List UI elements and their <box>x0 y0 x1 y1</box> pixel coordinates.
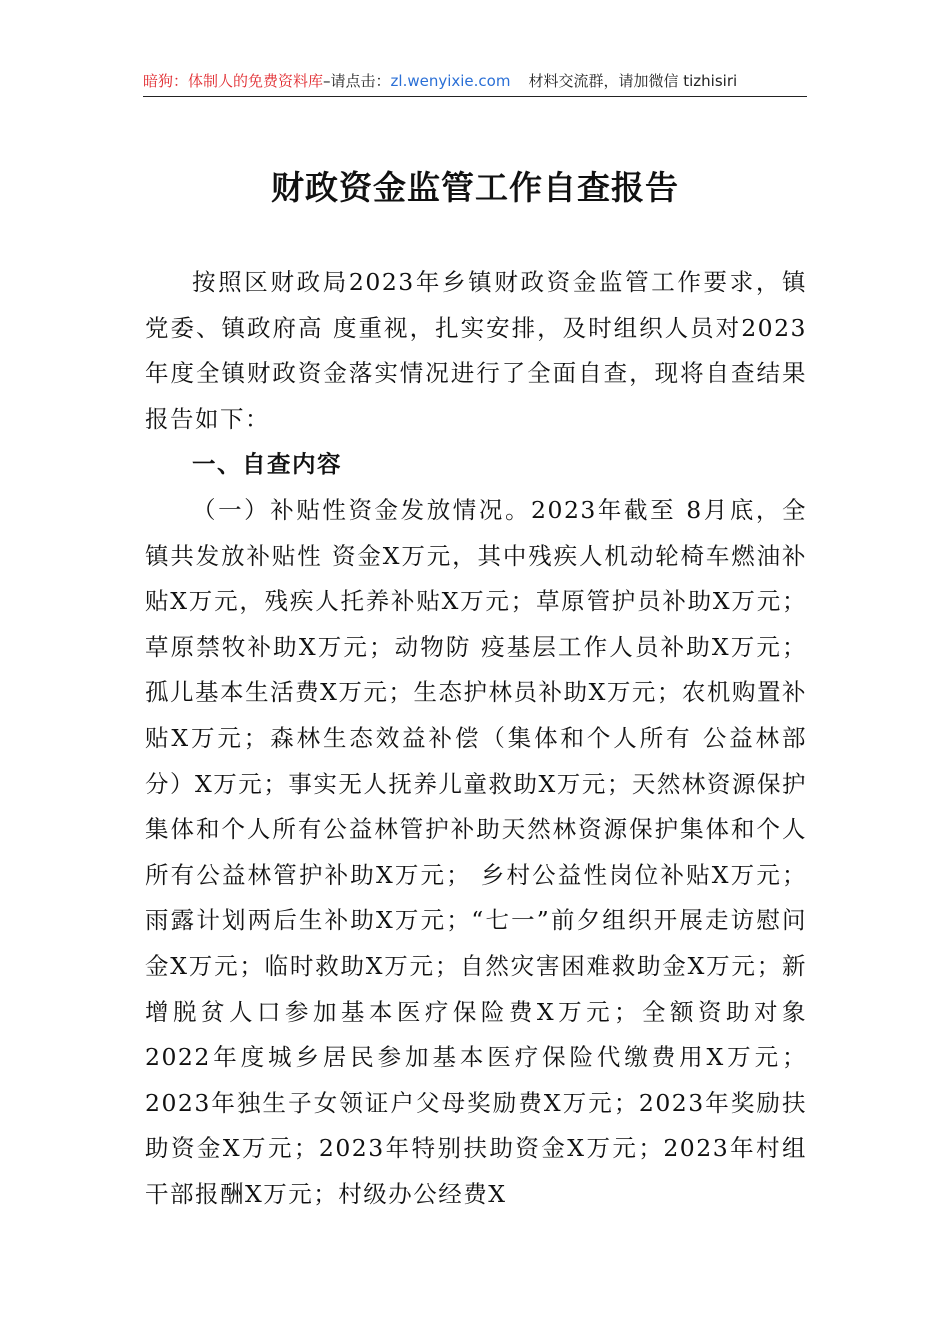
intro-paragraph: 按照区财政局2023年乡镇财政资金监管工作要求，镇党委、镇政府高 度重视，扎实安排，及时组织人员对2023年度全镇财政资金落实情况进行了全面自查，现将自查结果报告如下： <box>145 268 807 433</box>
header-url-link[interactable]: zl.wenyixie.com <box>390 72 511 90</box>
document-body <box>145 260 807 1217</box>
header-click-prompt: –请点击： <box>323 72 391 90</box>
section-heading: 一、自查内容 <box>192 450 342 479</box>
subsidy-paragraph: （一）补贴性资金发放情况。2023年截至 8月底，全镇共发放补贴性 资金X万元，其中残疾人机动轮椅车燃油补贴X万元，残疾人托养补贴X万元；草原管护员补助X万元；草原禁牧补助X万元；动物防 疫基层工作人员补助X万元；孤儿基本生活费X万元；生态护林员补助X万元；农机购置补贴X万元；森林生态效益补偿（集体和个人所有 公益林部分）X万元；事实无人抚养儿童救助X万元；天然林资源保护集体和个人所有公益林管护补助天然林资源保护集体和个人所有公益林管护补助X万元； 乡村公益性岗位补贴X万元；雨露计划两后生补助X万元；“七一”前夕组织开展走访慰问金X万元；临时救助X万元；自然灾害困难救助金X万元；新增脱贫人口参加基本医疗保险费X万元；全额资助对象 2022年度城乡居民参加基本医疗保险代缴费用X万元；2023年独生子女领证户父母奖励费X万元；2023年奖励扶助资金X万元；2023年特别扶助资金X万元；2023年村组干部报酬X万元；村级办公经费X <box>145 495 807 1208</box>
document-title: 财政资金监管工作自查报告 <box>271 168 679 207</box>
page-header <box>143 70 807 97</box>
header-site-name: 暗狗：体制人的免费资料库 <box>143 72 324 90</box>
header-wechat-note: 材料交流群，请加微信 tizhisiri <box>528 72 738 90</box>
